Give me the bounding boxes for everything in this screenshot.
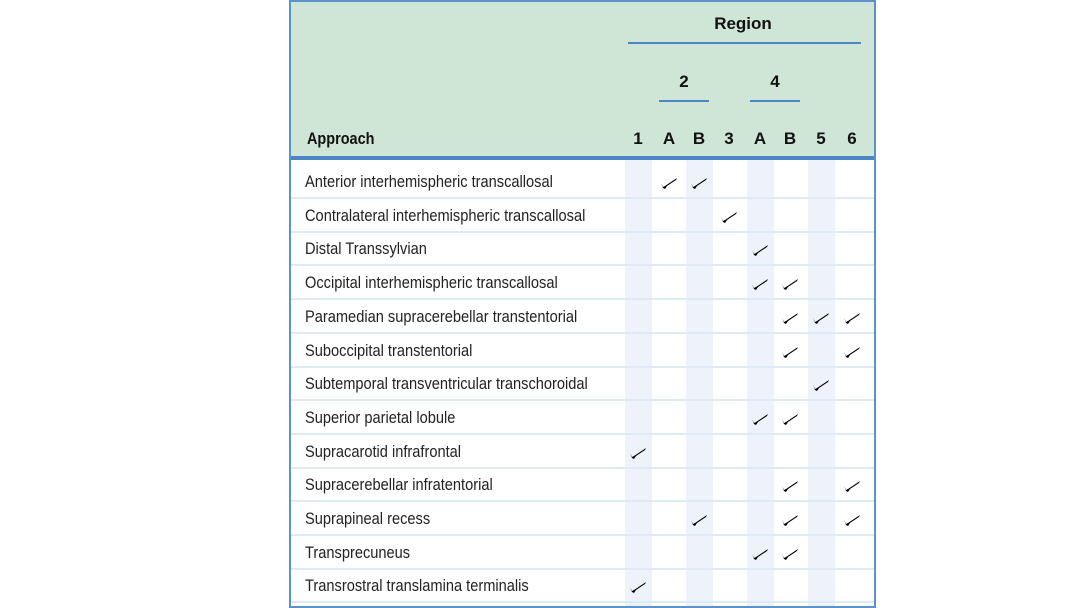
- approach-label: Supracarotid infrafrontal: [305, 441, 462, 461]
- approach-label: Transprecuneus: [305, 542, 411, 562]
- approach-label: Occipital interhemispheric transcallosal: [305, 273, 558, 293]
- checkmark-icon: [629, 447, 647, 459]
- header-rule: [291, 156, 874, 160]
- checkmark-icon: [812, 312, 830, 324]
- table-row: [291, 570, 874, 603]
- table-row: [291, 301, 874, 334]
- table-row: [291, 267, 874, 300]
- checkmark-icon: [751, 244, 769, 256]
- table-row: [291, 233, 874, 266]
- table-row: [291, 469, 874, 502]
- checkmark-icon: [690, 177, 708, 189]
- group-4-heading: 4: [770, 72, 780, 91]
- checkmark-icon: [751, 278, 769, 290]
- table-row: [291, 402, 874, 435]
- column-header: A: [753, 129, 767, 148]
- checkmark-icon: [751, 413, 769, 425]
- checkmark-icon: [690, 514, 708, 526]
- table-row: [291, 200, 874, 233]
- column-header: B: [692, 129, 706, 148]
- approach-label: Transrostral translamina terminalis: [305, 576, 529, 596]
- checkmark-icon: [812, 379, 830, 391]
- table-row: [291, 166, 874, 199]
- approach-label: Superior parietal lobule: [305, 407, 456, 427]
- column-header: 6: [847, 129, 857, 148]
- column-header: 1: [633, 129, 643, 148]
- region-underline: [628, 42, 861, 44]
- table-row: [291, 368, 874, 401]
- approach-label: Suboccipital transtentorial: [305, 340, 473, 360]
- table-row: [291, 503, 874, 536]
- checkmark-icon: [781, 278, 799, 290]
- checkmark-icon: [781, 548, 799, 560]
- column-header: B: [783, 129, 797, 148]
- approach-label: Suprapineal recess: [305, 509, 431, 528]
- checkmark-icon: [843, 514, 861, 526]
- approach-label: Anterior interhemispheric transcallosal: [305, 172, 553, 191]
- checkmark-icon: [751, 548, 769, 560]
- table-header: [291, 2, 874, 156]
- approach-heading: Approach: [307, 129, 375, 148]
- checkmark-icon: [781, 480, 799, 492]
- checkmark-icon: [843, 480, 861, 492]
- group-2-heading: 2: [679, 72, 689, 91]
- checkmark-icon: [781, 514, 799, 526]
- column-header: 5: [816, 129, 826, 148]
- checkmark-icon: [843, 346, 861, 358]
- table-row: [291, 436, 874, 469]
- column-header: A: [662, 129, 676, 148]
- approach-label: Paramedian supracerebellar transtentorial: [305, 306, 578, 326]
- table-row: [291, 537, 874, 570]
- region-heading: Region: [714, 14, 772, 33]
- approach-label: Subtemporal transventricular transchoroidal: [305, 374, 588, 394]
- checkmark-icon: [781, 346, 799, 358]
- checkmark-icon: [781, 413, 799, 425]
- column-header: 3: [724, 129, 734, 148]
- approach-label: Contralateral interhemispheric transcallosal: [305, 205, 586, 225]
- checkmark-icon: [781, 312, 799, 324]
- checkmark-icon: [629, 581, 647, 593]
- checkmark-icon: [720, 211, 738, 223]
- checkmark-icon: [660, 177, 678, 189]
- approach-label: Supracerebellar infratentorial: [305, 475, 493, 495]
- group-4-underline: [750, 100, 800, 102]
- table-row: [291, 335, 874, 368]
- group-2-underline: [659, 100, 709, 102]
- approach-region-table: [289, 0, 876, 608]
- approach-label: Distal Transsylvian: [305, 239, 427, 259]
- checkmark-icon: [843, 312, 861, 324]
